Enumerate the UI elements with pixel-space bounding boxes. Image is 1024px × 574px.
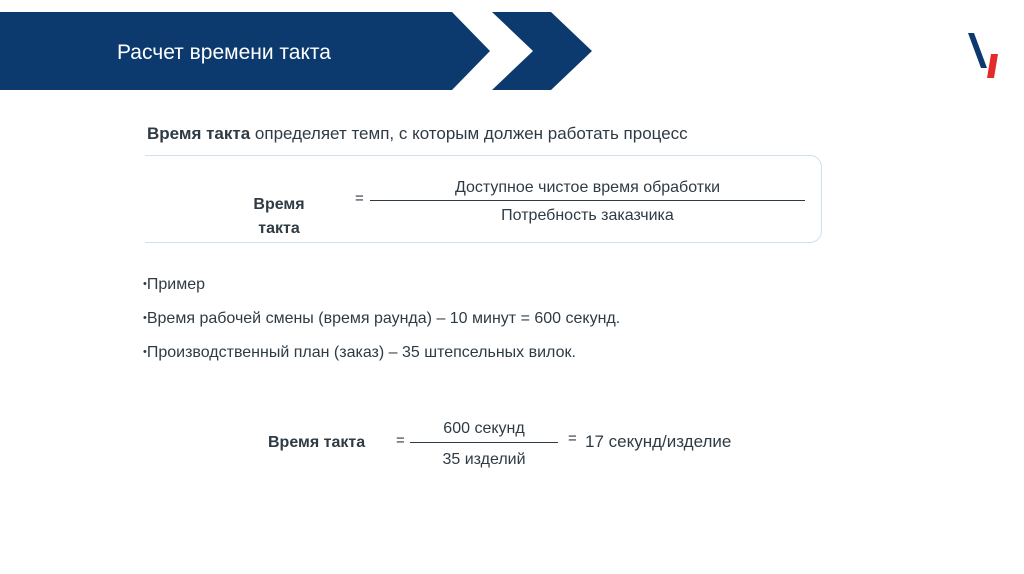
- page-title: Расчет времени такта: [117, 41, 331, 64]
- list-item-text: Время рабочей смены (время раунда) – 10 минут = 600 секунд.: [146, 310, 621, 327]
- calculation-label: Время такта: [268, 434, 366, 451]
- list-item-text: Пример: [146, 276, 205, 293]
- intro-term: Время такта: [147, 124, 251, 143]
- formula-label: Время такта: [253, 196, 305, 237]
- formula-numerator: Доступное чистое время обработки: [454, 179, 721, 196]
- calculation-equals: =: [396, 432, 405, 449]
- calculation-fraction-line: [410, 442, 558, 443]
- list-item: [143, 342, 620, 376]
- calculation-denominator: 35 изделий: [442, 451, 526, 468]
- formula-denominator: Потребность заказчика: [501, 207, 674, 224]
- bullet-icon: •: [143, 312, 147, 324]
- list-item-text: Производственный план (заказ) – 35 штепсельных вилок.: [146, 344, 576, 361]
- chevron-right-icon: [492, 12, 592, 90]
- bullet-icon: •: [143, 346, 147, 358]
- list-item: [143, 308, 620, 342]
- example-list: [143, 274, 620, 376]
- intro-rest: определяет темп, с которым должен работать процесс: [254, 124, 688, 143]
- calculation-numerator: 600 секунд: [443, 420, 525, 437]
- calculation-equals-result: =: [568, 430, 577, 447]
- bullet-icon: •: [143, 278, 147, 290]
- formula-fraction-line: [370, 200, 805, 201]
- university-logo-icon: [965, 30, 1007, 80]
- calculation-result: 17 секунд/изделие: [585, 432, 732, 451]
- list-item: [143, 274, 620, 308]
- intro-text: [147, 123, 688, 145]
- formula-equals: =: [355, 190, 364, 207]
